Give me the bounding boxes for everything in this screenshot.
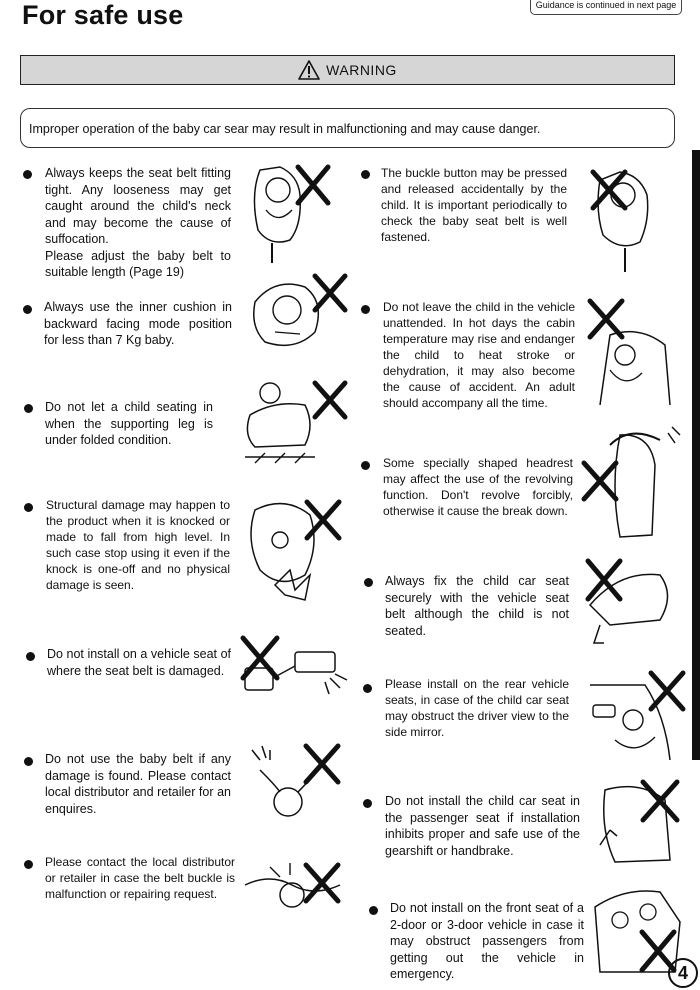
damaged-belt-icon <box>235 630 350 705</box>
empty-seat-icon <box>580 555 680 650</box>
bullet <box>24 757 33 766</box>
inner-cushion-icon <box>245 272 350 357</box>
folded-leg-icon <box>235 375 350 475</box>
right-item-7: Do not install on the front seat of a 2-door or 3-door vehicle in case it may obstruct passengers from getting out the vehicle in emergency. <box>390 901 584 981</box>
right-item-3: Some specially shaped headrest may affect the use of the revolving function. Don't revolve forcibly, otherwise it cause the break down. <box>383 456 573 518</box>
child-in-car-icon <box>580 295 680 410</box>
page-number: 4 <box>668 958 698 988</box>
left-item-2: Always use the inner cushion in backward facing mode position for less than 7 Kg baby. <box>44 300 232 347</box>
right-item-2: Do not leave the child in the vehicle unattended. In hot days the cabin temperature may rise and endanger the child to heat stroke or dehydration, it may also become the cause of accident. An adult should accompany all the time. <box>383 300 575 410</box>
bullet <box>24 860 33 869</box>
child-buckle-icon <box>585 160 675 275</box>
right-item-1: The buckle button may be pressed and released accidentally by the child. It is important periodically to check the baby seat belt is well fastened. <box>381 166 567 244</box>
side-mirror-icon <box>585 665 690 765</box>
warning-label: WARNING <box>326 62 397 78</box>
bullet <box>363 684 372 693</box>
warning-triangle-icon <box>298 60 320 80</box>
left-item-3: Do not let a child seating in when the supporting leg is under folded condition. <box>45 400 213 447</box>
headrest-icon <box>580 425 685 545</box>
bullet <box>361 170 370 179</box>
warning-intro: Improper operation of the baby car sear may result in malfunctioning and may cause danger. <box>20 108 675 148</box>
bullet <box>23 305 32 314</box>
bullet <box>26 652 35 661</box>
left-item-1-text-b: Please adjust the baby belt to suitable length (Page 19) <box>45 248 231 279</box>
bullet <box>369 906 378 915</box>
damaged-seat-icon <box>235 490 350 610</box>
right-item-6: Do not install the child car seat in the passenger seat if installation inhibits proper and safe use of the gearshift or handbrake. <box>385 794 580 858</box>
section-tab <box>692 150 700 760</box>
child-seat-belt-icon <box>240 155 335 265</box>
left-item-1-text-a: Always keeps the seat belt fitting tight. Any looseness may get caught around the child's neck and may become the cause of suffocation. <box>45 166 231 246</box>
right-item-4: Always fix the child car seat securely with the vehicle seat belt although the child is not seated. <box>385 574 569 638</box>
bullet <box>363 799 372 808</box>
page-title: For safe use <box>22 0 184 30</box>
bullet <box>364 578 373 587</box>
right-item-5: Please install on the rear vehicle seats, in case of the child car seat may obstruct the driver view to the side mirror. <box>385 677 569 739</box>
left-item-6: Do not use the baby belt if any damage is found. Please contact local distributor and retailer for an enquires. <box>45 752 231 816</box>
bullet <box>23 170 32 179</box>
damaged-baby-belt-icon <box>240 740 350 835</box>
left-item-7: Please contact the local distributor or retailer in case the belt buckle is malfunction or repairing request. <box>45 855 235 901</box>
bullet <box>361 461 370 470</box>
gearshift-icon <box>585 770 690 870</box>
buckle-icon <box>240 855 350 925</box>
left-item-5: Do not install on a vehicle seat of where the seat belt is damaged. <box>47 647 231 678</box>
guidance-note: Guidance is continued in next page <box>530 0 682 15</box>
left-item-1 <box>45 165 231 281</box>
warning-banner <box>20 55 675 85</box>
bullet <box>24 404 33 413</box>
left-item-4: Structural damage may happen to the product when it is knocked or made to fall from high level. In such case stop using it even if the knock is one-off and no physical damage is seen. <box>46 498 230 592</box>
bullet <box>24 503 33 512</box>
bullet <box>361 305 370 314</box>
